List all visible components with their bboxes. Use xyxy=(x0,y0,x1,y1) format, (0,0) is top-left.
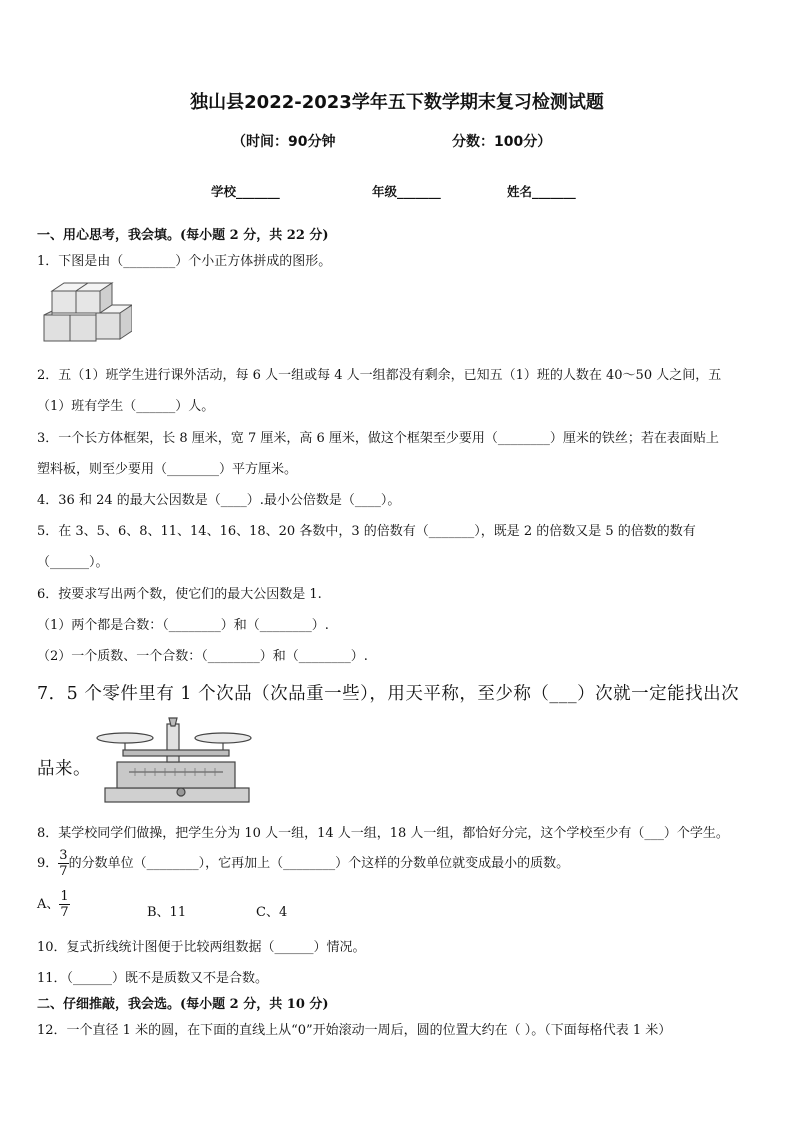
question-3-line-1: 3．一个长方体框架，长 8 厘米，宽 7 厘米，高 6 厘米，做这个框架至少要用（________）厘米的铁丝；若在表面贴上 xyxy=(37,431,719,446)
question-6: 6．按要求写出两个数，使它们的最大公因数是 1. xyxy=(37,587,322,602)
fraction-numerator: 1 xyxy=(60,889,69,904)
question-8: 8．某学校同学们做操，把学生分为 10 人一组，14 人一组，18 人一组，都恰好分完，这个学校至少有（___）个学生。 xyxy=(37,826,729,841)
exam-score: 分数：100分） xyxy=(452,134,552,150)
question-6-part-1: （1）两个都是合数：（________）和（________）. xyxy=(37,618,329,633)
question-10: 10．复式折线统计图便于比较两组数据（______）情况。 xyxy=(37,940,366,955)
question-9 xyxy=(37,848,569,879)
question-4: 4．36 和 24 的最大公因数是（____）.最小公倍数是（____）。 xyxy=(37,493,401,508)
name-field: 姓名_______ xyxy=(507,184,576,199)
question-6-part-2: （2）一个质数、一个合数：（________）和（________）. xyxy=(37,649,368,664)
question-5-line-1: 5．在 3、5、6、8、11、14、16、18、20 各数中，3 的倍数有（_______），既是 2 的倍数又是 5 的倍数的数有 xyxy=(37,524,696,539)
question-9-option-b: B、11 xyxy=(147,905,187,920)
question-9-text: 的分数单位（________），它再加上（________）个这样的分数单位就变成最小的质数。 xyxy=(68,856,570,871)
question-1: 1．下图是由（________）个小正方体拼成的图形。 xyxy=(37,254,332,269)
fraction-3-7 xyxy=(58,848,68,879)
question-11: 11．（______）既不是质数又不是合数。 xyxy=(37,971,269,986)
question-7-line-1: 7．5 个零件里有 1 个次品（次品重一些），用天平称，至少称（___）次就一定能找出次 xyxy=(37,684,740,704)
page-title: 独山县2022-2023学年五下数学期末复习检测试题 xyxy=(190,92,604,113)
question-9-number: 9． xyxy=(37,856,59,871)
fraction-denominator: 7 xyxy=(59,864,68,879)
question-2-line-1: 2．五（1）班学生进行课外活动，每 6 人一组或每 4 人一组都没有剩余，已知五（1）班的人数在 40～50 人之间，五 xyxy=(37,368,722,383)
school-field: 学校_______ xyxy=(211,184,280,199)
section-2-heading: 二、仔细推敲，我会选。(每小题 2 分，共 10 分) xyxy=(37,997,329,1012)
question-7-line-2: 品来。 xyxy=(37,759,91,779)
option-a-fraction xyxy=(59,889,69,920)
question-3-line-2: 塑料板，则至少要用（________）平方厘米。 xyxy=(37,462,298,477)
fraction-numerator: 3 xyxy=(59,848,68,863)
grade-field: 年级_______ xyxy=(372,184,441,199)
question-9-option-a xyxy=(37,889,70,920)
question-12: 12．一个直径 1 米的圆，在下面的直线上从“0”开始滚动一周后，圆的位置大约在（ ）。（下面每格代表 1 米） xyxy=(37,1023,672,1038)
question-5-line-2: （______）。 xyxy=(37,555,109,570)
option-a-label: A、 xyxy=(37,897,60,912)
question-9-option-c: C、4 xyxy=(256,905,288,920)
fraction-denominator: 7 xyxy=(60,905,69,920)
balance-scale-figure xyxy=(95,716,257,806)
section-1-heading: 一、用心思考，我会填。(每小题 2 分，共 22 分) xyxy=(37,228,329,243)
cube-figure xyxy=(40,281,132,345)
exam-time: （时间：90分钟 xyxy=(232,134,336,150)
question-2-line-2: （1）班有学生（______）人。 xyxy=(37,399,215,414)
